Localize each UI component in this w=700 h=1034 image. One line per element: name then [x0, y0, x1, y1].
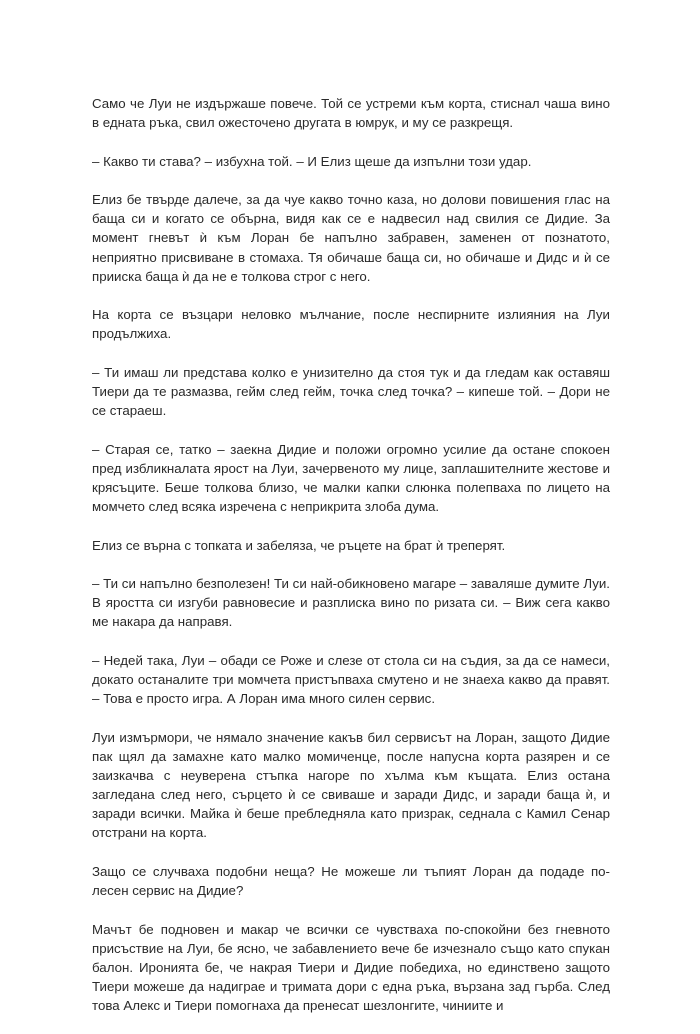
paragraph: – Ти имаш ли представа колко е унизително да стоя тук и да гледам как оставяш Тиери да те размазва, гейм след гейм, точка след точка? – кипеше той. – Дори не се стараеш. — [92, 364, 610, 419]
paragraph: Мачът бе подновен и макар че всички се чувстваха по-спокойни без гневното присъствие на Луи, бе ясно, че забавлението вече бе изчезнало също като спукан балон. Иронията бе, че накрая Тиери и Дидие победиха, но единствено защото Тиери можеше да надиграе и тримата дори с една ръка, вързана зад гърба. След това Алекс и Тиери помогнаха да пренесат шезлонгите, чиниите и — [92, 921, 610, 1013]
paragraph: Луи измърмори, че нямало значение какъв бил сервисът на Лоран, защото Дидие пак щял да замахне като малко момиченце, после напусна корта разярен и се заизкачва с неуверена стъпка нагоре по хълма към къщата. Елиз остана загледана след него, сърцето ѝ се свиваше и заради Дидс, и заради баща ѝ, и заради всички. Майка ѝ беше пребледняла като призрак, седнала с Камил Сенар отстрани на корта. — [92, 729, 610, 841]
paragraph: Защо се случваха подобни неща? Не можеше ли тъпият Лоран да подаде по-лесен сервис на Дидие? — [92, 863, 610, 898]
body-text — [92, 94, 610, 1034]
paragraph: Елиз бе твърде далече, за да чуе какво точно каза, но долови повишения глас на баща си и когато се обърна, видя как се е надвесил над свилия се Дидие. За момент гневът ѝ към Лоран бе напълно забравен, заменен от познатото, неприятно присвиване в стомаха. Тя обичаше баща си, но обичаше и Дидс и ѝ се прииска баща ѝ да не е толкова строг с него. — [92, 192, 610, 284]
paragraph: – Недей така, Луи – обади се Роже и слезе от стола си на съдия, за да се намеси, докато останалите три момчета пристъпваха смутено и не знаеха какво да правят. – Това е просто игра. А Лоран има много силен сервис. — [92, 652, 610, 707]
paragraph: – Какво ти става? – избухна той. – И Елиз щеше да изпълни този удар. — [92, 153, 532, 169]
paragraph: Само че Луи не издържаше повече. Той се устреми към корта, стиснал чаша вино в едната ръка, свил ожесточено другата в юмрук, и му се разкрещя. — [92, 96, 610, 131]
paragraph: Елиз се върна с топката и забеляза, че ръцете на брат ѝ треперят. — [92, 537, 506, 553]
paragraph: На корта се възцари неловко мълчание, после неспирните излияния на Луи продължиха. — [92, 307, 610, 342]
paragraph: – Ти си напълно безполезен! Ти си най-обикновено магаре – заваляше думите Луи. В яростта си изгуби равновесие и разплиска вино по ризата си. – Виж сега какво ме накара да направя. — [92, 576, 610, 630]
paragraph: – Старая се, татко – заекна Дидие и положи огромно усилие да остане спокоен пред избликналата ярост на Луи, зачервеното му лице, заплашителните жестове и крясъците. Беше толкова близо, че малки капки слюнка полепваха по лицето на момчето след всяка изречена с неприкрита злоба дума. — [92, 441, 610, 514]
